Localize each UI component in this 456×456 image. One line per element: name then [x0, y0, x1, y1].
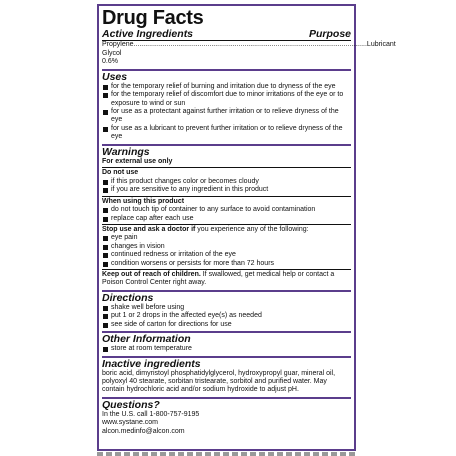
purpose-heading: Purpose: [308, 28, 351, 40]
list-item: do not touch tip of container to any surface to avoid contamination: [102, 206, 351, 214]
active-ingredients-header: [102, 29, 351, 40]
directions-section: [102, 292, 351, 333]
drug-facts-label: [97, 4, 396, 451]
active-ingredient-row: [102, 40, 396, 67]
warnings-heading: Warnings: [102, 145, 150, 158]
questions-web: www.systane.com: [102, 419, 159, 427]
do-not-use-heading: Do not use: [102, 167, 351, 178]
list-item: eye pain: [102, 234, 351, 242]
questions-email: alcon.medinfo@alcon.com: [102, 427, 185, 435]
when-using-list: [102, 206, 351, 223]
list-item: see side of carton for directions for use: [102, 321, 351, 329]
children-warning: Keep out of reach of children. If swallowed, get medical help or contact a Poison Control Center right away.: [102, 269, 351, 288]
list-item: condition worsens or persists for more than 72 hours: [102, 260, 351, 268]
warnings-section: [102, 146, 351, 292]
list-item: for the temporary relief of discomfort due to minor irritations of the eye or to exposure to wind or sun: [102, 91, 351, 108]
list-item: replace cap after each use: [102, 215, 351, 223]
other-info-section: [102, 333, 351, 357]
list-item: changes in vision: [102, 243, 351, 251]
list-item: put 1 or 2 drops in the affected eye(s) as needed: [102, 312, 351, 320]
barcode-strip: [97, 452, 356, 456]
inactive-section: [102, 358, 351, 399]
list-item: if this product changes color or becomes cloudy: [102, 178, 351, 186]
list-item: for use as a protectant against further irritation or to relieve dryness of the eye: [102, 108, 351, 125]
directions-list: [102, 304, 351, 329]
list-item: continued redness or irritation of the eye: [102, 251, 351, 259]
list-item: for the temporary relief of burning and irritation due to dryness of the eye: [102, 83, 351, 91]
inactive-heading: Inactive ingredients: [102, 357, 201, 370]
active-ingredients-heading: Active Ingredients: [102, 28, 194, 40]
list-item: shake well before using: [102, 304, 351, 312]
external-use-note: For external use only: [102, 157, 173, 165]
title-section: [102, 7, 396, 71]
directions-heading: Directions: [102, 291, 154, 304]
questions-phone: In the U.S. call 1-800-757-9195: [102, 410, 200, 418]
active-ingredient: Propylene Glycol 0.6%: [102, 41, 134, 66]
questions-heading: Questions?: [102, 398, 160, 411]
when-using-heading: When using this product: [102, 196, 351, 207]
list-item: store at room temperature: [102, 345, 351, 353]
uses-heading: Uses: [102, 70, 128, 83]
active-purpose: Lubricant: [366, 41, 396, 48]
uses-list: [102, 83, 351, 142]
stop-use-list: [102, 234, 351, 268]
questions-section: [102, 399, 351, 438]
inactive-text: boric acid, dimyristoyl phosphatidylglycerol, hydroxypropyl guar, mineral oil, polyoxyl 40 stearate, sorbitan tristearate, sorbitol and purified water. May contain hydrochloric acid and/or sodium hydroxide to adjust pH.: [102, 369, 336, 394]
stop-use-heading: Stop use and ask a doctor if you experience any of the following:: [102, 224, 351, 234]
list-item: if you are sensitive to any ingredient in this product: [102, 186, 351, 194]
list-item: for use as a lubricant to prevent further irritation or to relieve dryness of the eye: [102, 125, 351, 142]
page-title: Drug Facts: [102, 7, 204, 29]
do-not-use-list: [102, 178, 351, 195]
other-info-list: [102, 345, 351, 353]
uses-section: [102, 71, 351, 146]
dot-leader: ........................................................................................................................: [133, 41, 367, 48]
other-info-heading: Other Information: [102, 333, 191, 346]
